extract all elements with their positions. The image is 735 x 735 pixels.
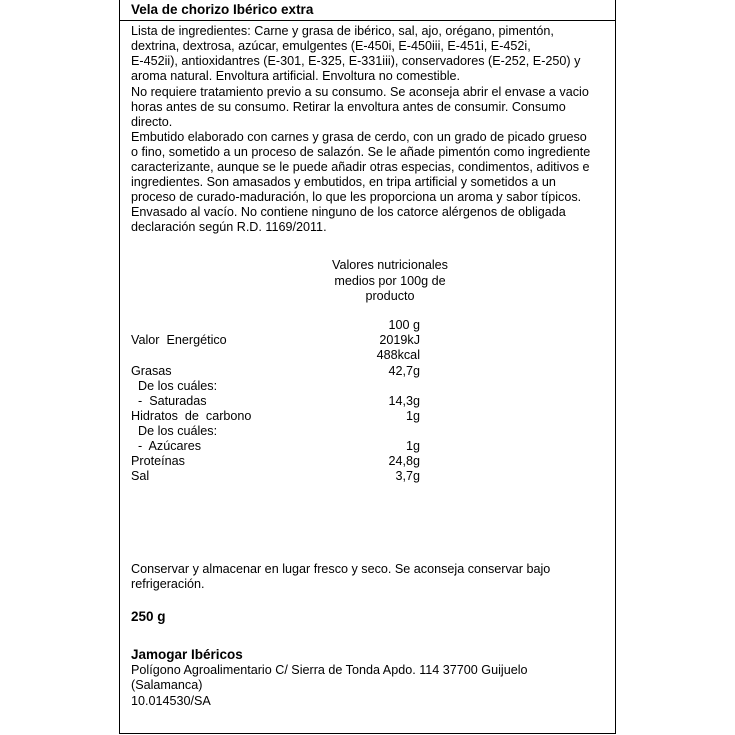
nutrition-label: Valor Energético: [131, 333, 227, 347]
nutrition-label: Hidratos de carbono: [131, 409, 252, 423]
nutrition-label: De los cuáles:: [131, 424, 218, 438]
nutrition-value: 1g: [405, 439, 420, 453]
nutrition-value: 3,7g: [395, 469, 420, 483]
ingredients-line: E-452ii), antioxidantres (E-301, E-325, E-331iii), conservadores (E-252, E-250) y: [131, 54, 581, 68]
nutrition-value: 24,8g: [388, 454, 420, 468]
ingredients-line: Lista de ingredientes: Carne y grasa de ibérico, sal, ajo, orégano, pimentón,: [131, 24, 554, 38]
nutrition-label: - Saturadas: [131, 394, 207, 408]
nutrition-value: 2019kJ: [379, 333, 420, 347]
nutrition-value: 14,3g: [388, 394, 420, 408]
usage-line: No requiere tratamiento previo a su consumo. Se aconseja abrir el envase a vacio: [131, 85, 589, 99]
company-address-line: Polígono Agroalimentario C/ Sierra de Tonda Apdo. 114 37700 Guijuelo: [131, 663, 528, 677]
company-address-line: (Salamanca): [131, 678, 203, 692]
description-line: Embutido elaborado con carnes y grasa de cerdo, con un grado de picado grueso: [131, 130, 587, 144]
description-line: proceso de curado-maduración, lo que les proporciona un aroma y sabor típicos.: [131, 190, 582, 204]
nutrition-value: 42,7g: [388, 364, 420, 378]
ingredients-line: aroma natural. Envoltura artificial. Envoltura no comestible.: [131, 69, 460, 83]
storage-line: Conservar y almacenar en lugar fresco y seco. Se aconseja conservar bajo: [131, 562, 551, 576]
description-line: ingredientes. Son amasados y embutidos, en tripa artificial y sometidos a un: [131, 175, 556, 189]
usage-line: horas antes de su consumo. Retirar la envoltura antes de consumir. Consumo: [131, 100, 566, 114]
description-line: o fino, sometido a un proceso de salazón. Se le añade pimentón como ingrediente: [131, 145, 591, 159]
ingredients-line: dextrina, dextrosa, azúcar, emulgentes (E-450i, E-450iii, E-451i, E-452i,: [131, 39, 531, 53]
nutrition-label: Proteínas: [131, 454, 185, 468]
nutrition-header: Valores nutricionales medios por 100g de producto: [332, 258, 448, 303]
company-name: Jamogar Ibéricos: [131, 647, 243, 662]
title-divider: [120, 20, 615, 21]
storage-line: refrigeración.: [131, 577, 205, 591]
label-panel: [119, 0, 616, 734]
usage-line: directo.: [131, 115, 173, 129]
nutrition-value: 488kcal: [376, 348, 420, 362]
net-weight: 250 g: [131, 609, 166, 624]
nutrition-value: 1g: [405, 409, 420, 423]
product-title: Vela de chorizo Ibérico extra: [131, 2, 314, 17]
nutrition-label: - Azúcares: [131, 439, 201, 453]
nutrition-label: Sal: [131, 469, 150, 483]
nutrition-label: De los cuáles:: [131, 379, 218, 393]
company-registry: 10.014530/SA: [131, 694, 211, 708]
nutrition-column-header: 100 g: [388, 318, 420, 332]
description-line: Envasado al vacío. No contiene ninguno de los catorce alérgenos de obligada: [131, 205, 566, 219]
description-line: caracterizante, aunque se le puede añadir otras especias, condimentos, aditivos e: [131, 160, 590, 174]
nutrition-label: Grasas: [131, 364, 172, 378]
description-line: declaración según R.D. 1169/2011.: [131, 220, 327, 234]
